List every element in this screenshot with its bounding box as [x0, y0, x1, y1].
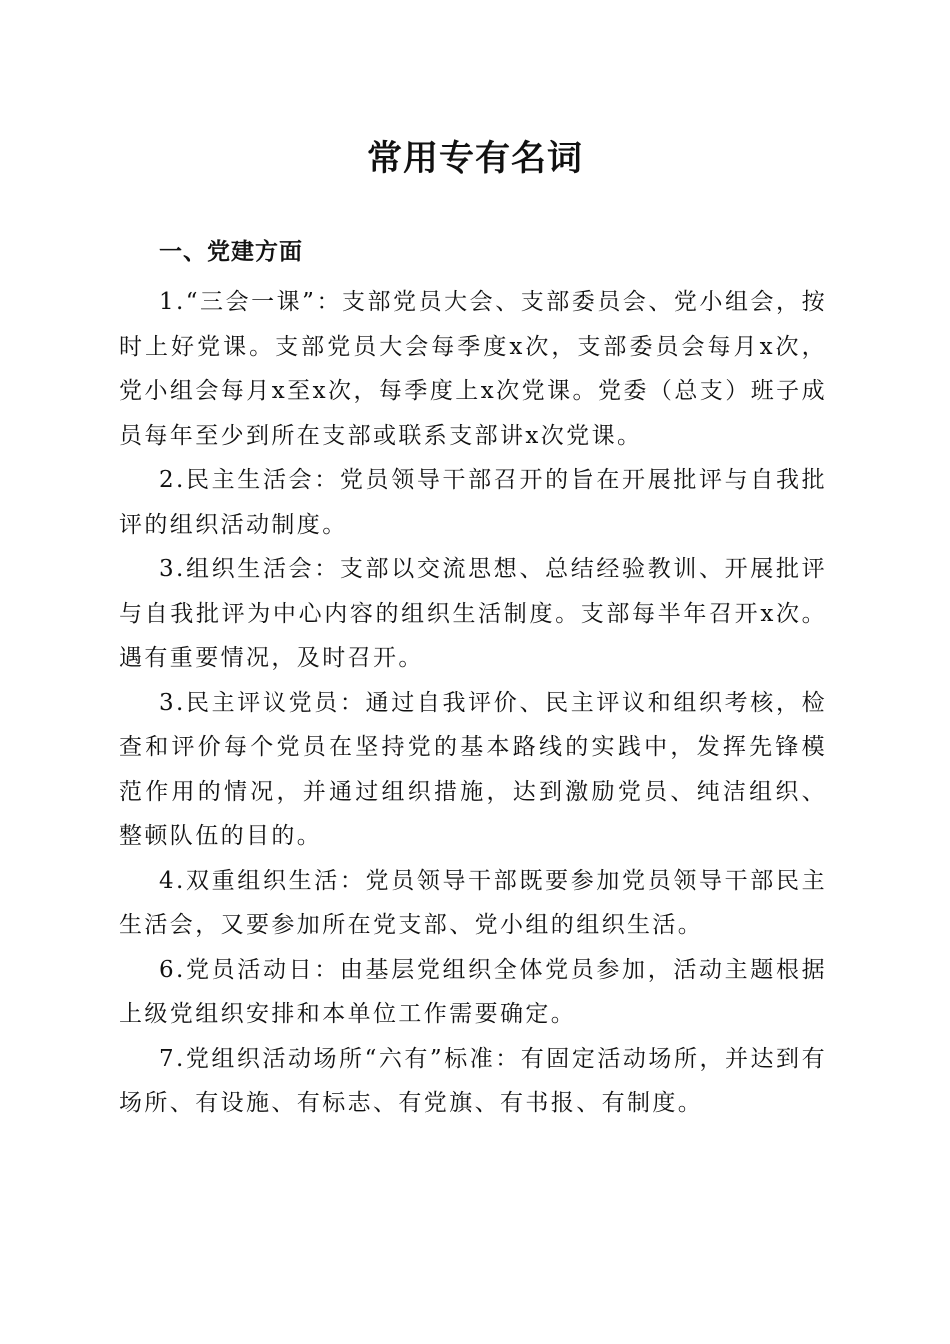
paragraph-6: 6.党员活动日：由基层党组织全体党员参加，活动主题根据上级党组织安排和本单位工作需要确定。 [119, 956, 827, 1027]
document-body [119, 280, 827, 1126]
paragraph-4: 3.民主评议党员：通过自我评价、民主评议和组织考核，检查和评价每个党员在坚持党的基本路线的实践中，发挥先锋模范作用的情况，并通过组织措施，达到激励党员、纯洁组织、整顿队伍的目的。 [119, 689, 827, 849]
paragraph-2: 2.民主生活会：党员领导干部召开的旨在开展批评与自我批评的组织活动制度。 [119, 467, 827, 538]
section-heading: 一、党建方面 [159, 239, 303, 265]
document-title: 常用专有名词 [366, 138, 583, 179]
paragraph-3: 3.组织生活会：支部以交流思想、总结经验教训、开展批评与自我批评为中心内容的组织生活制度。支部每半年召开x次。遇有重要情况，及时召开。 [119, 556, 827, 671]
paragraph-7: 7.党组织活动场所“六有”标准：有固定活动场所，并达到有场所、有设施、有标志、有党旗、有书报、有制度。 [119, 1045, 827, 1116]
paragraph-5: 4.双重组织生活：党员领导干部既要参加党员领导干部民主生活会，又要参加所在党支部、党小组的组织生活。 [119, 867, 827, 938]
paragraph-1: 1.“三会一课”：支部党员大会、支部委员会、党小组会，按时上好党课。支部党员大会每季度x次，支部委员会每月x次，党小组会每月x至x次，每季度上x次党课。党委（总支）班子成员每年至少到所在支部或联系支部讲x次党课。 [119, 289, 827, 449]
